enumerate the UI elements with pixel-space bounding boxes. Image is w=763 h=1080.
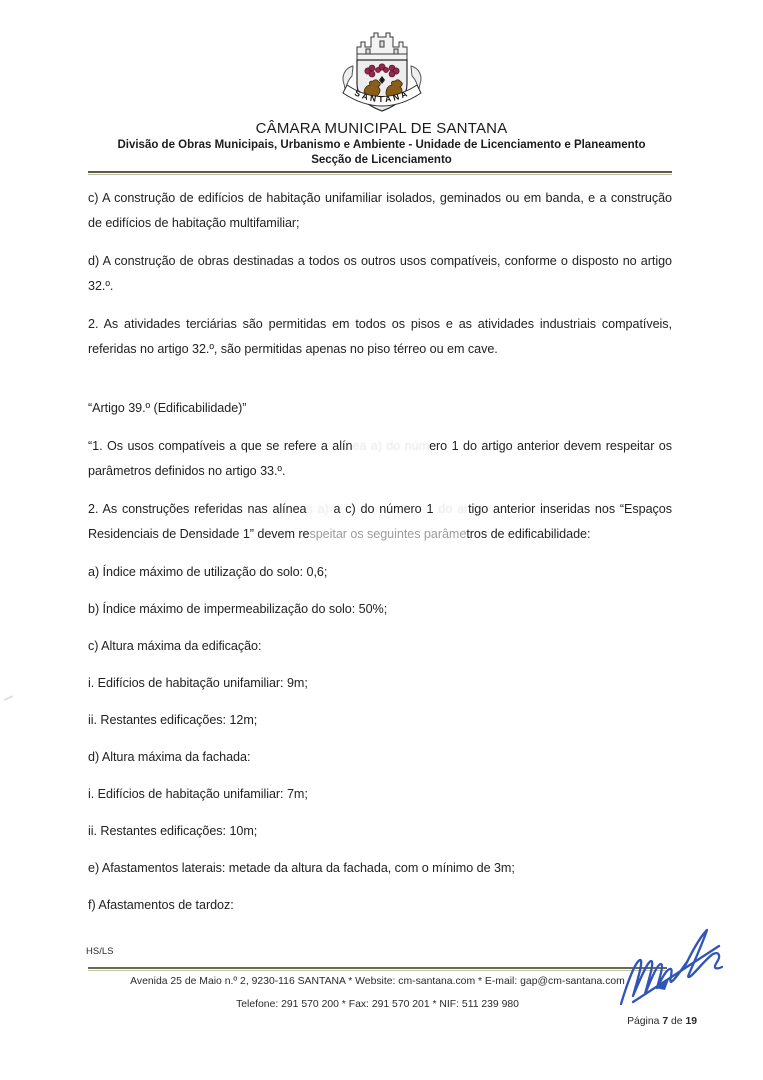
division-line: Divisão de Obras Municipais, Urbanismo e Ambiente - Unidade de Licenciamento e Planeamento xyxy=(117,139,646,151)
p39-1-text-2: ero 1 do artigo anterior devem respeitar os parâmetros definidos no artigo 33.º. xyxy=(88,439,672,478)
list-item: b) Índice máximo de impermeabilização do solo: 50%; xyxy=(88,602,388,616)
p39-1-text: “1. Os usos compatíveis a que se refere a alín xyxy=(88,439,353,453)
paragraph-c: c) A construção de edifícios de habitação unifamiliar isolados, geminados ou em banda, e a construção de edifícios de habitação multifamiliar; xyxy=(88,191,672,230)
paragraph-d: d) A construção de obras destinadas a todos os outros usos compatíveis, conforme o disposto no artigo 32.º. xyxy=(88,254,672,293)
scan-artifact-mark xyxy=(4,695,13,701)
list-item: e) Afastamentos laterais: metade da altura da fachada, com o mínimo de 3m; xyxy=(88,861,515,875)
crest-banner-text: SANTANA xyxy=(352,87,411,105)
list-item: i. Edifícios de habitação unifamiliar: 7m; xyxy=(88,787,308,801)
footer-address: Avenida 25 de Maio n.º 2, 9230-116 SANTANA * Website: cm-santana.com * E-mail: gap@cm-santana.com xyxy=(130,976,625,987)
list-item: d) Altura máxima da fachada: xyxy=(88,750,251,764)
heading-artigo-39: “Artigo 39.º (Edificabilidade)” xyxy=(88,401,247,415)
p39-2-text: 2. As construções referidas nas alínea xyxy=(88,502,307,516)
header-rule xyxy=(88,171,672,175)
crest-crown-icon xyxy=(357,33,407,60)
handwritten-signature xyxy=(615,922,735,1017)
paragraph-39-2 xyxy=(88,497,672,547)
footer-contacts: Telefone: 291 570 200 * Fax: 291 570 201 * NIF: 511 239 980 xyxy=(236,999,519,1010)
list-item: c) Altura máxima da edificação: xyxy=(88,639,262,653)
p39-2-faded-text-2: do ar xyxy=(438,502,469,516)
document-body xyxy=(88,186,672,918)
section-line: Secção de Licenciamento xyxy=(311,154,452,166)
page-number-of: de xyxy=(670,1016,683,1027)
list-item: i. Edifícios de habitação unifamiliar: 9m; xyxy=(88,676,308,690)
p39-2-text-2: a c) do número 1 xyxy=(328,502,439,516)
page-number-label: Página xyxy=(627,1016,660,1027)
p39-2-faded-text-3: speitar os seguintes parâme xyxy=(309,527,467,541)
page-number-total: 19 xyxy=(685,1016,697,1027)
list-item: ii. Restantes edificações: 10m; xyxy=(88,824,258,838)
page-number-current: 7 xyxy=(662,1016,669,1027)
p39-2-text-3: tigo anterior inseridas nos “Espaços Residenciais de Densidade 1” devem re xyxy=(88,502,672,541)
list-item: a) Índice máximo de utilização do solo: 0,6; xyxy=(88,565,328,579)
paragraph-39-1 xyxy=(88,434,672,484)
author-initials: HS/LS xyxy=(86,946,114,957)
p39-2-text-4: tros de edificabilidade: xyxy=(466,527,591,541)
p39-2-faded-text: s a) xyxy=(306,502,329,516)
page-number xyxy=(627,1016,697,1027)
list-item: f) Afastamentos de tardoz: xyxy=(88,898,234,912)
paragraph-2: 2. As atividades terciárias são permitidas em todos os pisos e as atividades industriais compatíveis, referidas no artigo 32.º, são permitidas apenas no piso térreo ou em cave. xyxy=(88,317,672,356)
footer-rule xyxy=(88,967,667,971)
list-item: ii. Restantes edificações: 12m; xyxy=(88,713,258,727)
municipal-coat-of-arms xyxy=(326,24,438,120)
p39-1-faded-text: ea a) do núm xyxy=(352,439,430,453)
org-name: CÂMARA MUNICIPAL DE SANTANA xyxy=(255,120,508,137)
